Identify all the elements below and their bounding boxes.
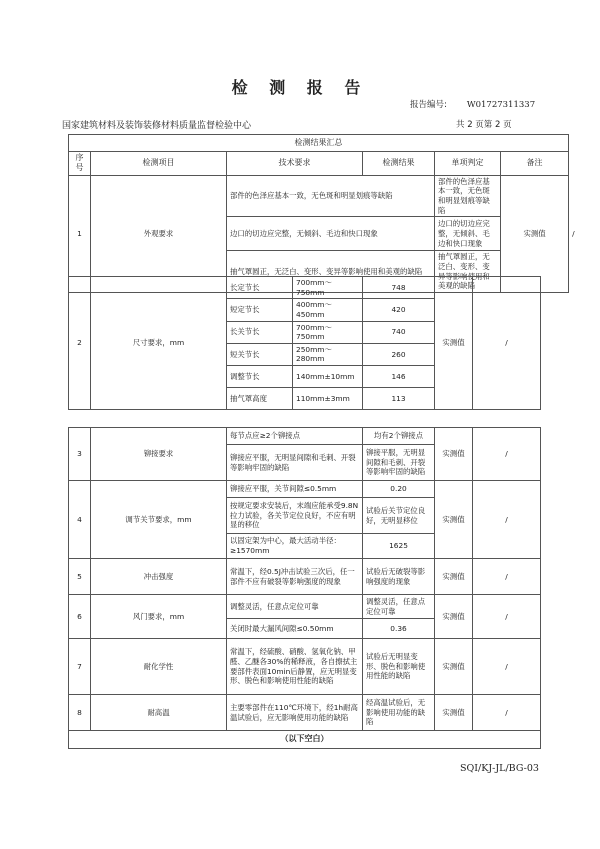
row-note: / <box>473 481 541 559</box>
dim-spec: 700mm～750mm <box>293 277 363 299</box>
results-table <box>68 134 575 293</box>
header-judgement: 单项判定 <box>435 152 501 176</box>
row-result: 经高温试验后，无影响使用功能的缺陷 <box>363 695 435 731</box>
header-note: 备注 <box>501 152 569 176</box>
dim-spec: 700mm～750mm <box>293 321 363 343</box>
header-result: 检测结果 <box>363 152 435 176</box>
row-result: 试验后无明显变形、脱色和影响使用性能的缺陷 <box>363 639 435 695</box>
organization-name: 国家建筑材料及装饰装修材料质量监督检验中心 <box>62 121 252 131</box>
dim-name: 短关节长 <box>227 343 293 365</box>
dim-spec: 400mm～450mm <box>293 299 363 321</box>
row-result: 抽气罩圆正，无泛白、变形、变异等影响使用和美观的缺陷 <box>435 251 501 293</box>
row-no: 2 <box>69 277 91 410</box>
row-note: / <box>473 695 541 731</box>
document-code: SQI/KJ-JL/BG-03 <box>460 763 539 774</box>
row-result: 铆接平服，无明显间隙和毛刺、开裂等影响牢固的缺陷 <box>363 445 435 481</box>
dim-result: 748 <box>363 277 435 299</box>
row-judgement: 实测值 <box>435 277 473 410</box>
dim-name: 长关节长 <box>227 321 293 343</box>
row-requirement: 铆接应平服，关节间隙≤0.5mm <box>227 481 363 498</box>
row-requirement: 抽气罩圆正，无泛白、变形、变异等影响使用和美观的缺陷 <box>227 251 435 293</box>
dim-name: 长定节长 <box>227 277 293 299</box>
table-row <box>69 639 541 695</box>
report-number-label: 报告编号: <box>410 100 447 110</box>
row-item: 冲击强度 <box>91 559 227 595</box>
report-number-value: W01727311337 <box>466 100 536 110</box>
row-result: 1625 <box>363 534 435 559</box>
row-judgement: 实测值 <box>435 595 473 639</box>
results-table-continued <box>68 276 541 410</box>
dim-name: 调整节长 <box>227 366 293 388</box>
row-item: 耐高温 <box>91 695 227 731</box>
end-of-table-text: （以下空白） <box>69 731 541 749</box>
results-table-continued-2 <box>68 427 541 749</box>
row-note: / <box>473 595 541 639</box>
row-item: 外观要求 <box>91 175 227 292</box>
dim-result: 260 <box>363 343 435 365</box>
row-requirement: 关闭时最大漏风间隙≤0.50mm <box>227 619 363 639</box>
row-requirement: 按规定要求安装后，末端应能承受9.8N拉力试验，各关节定位良好，不应有明显的移位 <box>227 498 363 534</box>
table-row <box>69 595 541 619</box>
row-item: 风门要求，mm <box>91 595 227 639</box>
header-no: 序号 <box>69 152 91 176</box>
row-item: 铆接要求 <box>91 428 227 481</box>
dim-spec: 110mm±3mm <box>293 388 363 410</box>
row-no: 6 <box>69 595 91 639</box>
page-count: 共 2 页第 2 页 <box>456 120 512 130</box>
row-result: 0.36 <box>363 619 435 639</box>
row-requirement: 主要零部件在110℃环境下，经1h耐高温试验后，应无影响使用功能的缺陷 <box>227 695 363 731</box>
row-requirement: 部件的色泽应基本一致，无色斑和明显划痕等缺陷 <box>227 175 435 217</box>
row-item: 尺寸要求，mm <box>91 277 227 410</box>
row-note: / <box>473 277 541 410</box>
row-result: 0.20 <box>363 481 435 498</box>
table-row <box>69 559 541 595</box>
dim-name: 抽气罩高度 <box>227 388 293 410</box>
row-note: / <box>473 639 541 695</box>
row-item: 调节关节要求，mm <box>91 481 227 559</box>
dim-result: 740 <box>363 321 435 343</box>
row-no: 5 <box>69 559 91 595</box>
row-result: 均有2个铆接点 <box>363 428 435 445</box>
row-no: 1 <box>69 175 91 292</box>
row-note: / <box>473 428 541 481</box>
table-row <box>69 428 541 445</box>
table-row: 1 外观要求 部件的色泽应基本一致，无色斑和明显划痕等缺陷 部件的色泽应基本一致，无色斑和明显划痕等缺陷 实测值 / <box>69 175 569 217</box>
row-item: 耐化学性 <box>91 639 227 695</box>
row-requirement: 常温下，经硫酸、硝酸、氢氧化钠、甲醛、乙醚各30%的稀释液，各自擦拭主要部件表面10min后静置，应无明显变形、脱色和影响使用性能的缺陷 <box>227 639 363 695</box>
table-caption: 检测结果汇总 <box>69 135 569 152</box>
table-row <box>69 277 541 299</box>
row-judgement: 实测值 <box>435 481 473 559</box>
row-no: 4 <box>69 481 91 559</box>
report-number <box>410 98 535 110</box>
row-result: 试验后关节定位良好，无明显移位 <box>363 498 435 534</box>
header-requirement: 技术要求 <box>227 152 363 176</box>
row-no: 7 <box>69 639 91 695</box>
row-requirement: 调整灵活，任意点定位可靠 <box>227 595 363 619</box>
row-note: / <box>473 559 541 595</box>
row-result: 部件的色泽应基本一致，无色斑和明显划痕等缺陷 <box>435 175 501 217</box>
dim-spec: 250mm～280mm <box>293 343 363 365</box>
row-no: 8 <box>69 695 91 731</box>
dim-result: 146 <box>363 366 435 388</box>
table-row <box>69 695 541 731</box>
row-judgement: 实测值 <box>435 559 473 595</box>
row-result: 边口的切边应完整，无倾斜、毛边和快口现象 <box>435 217 501 251</box>
row-no: 3 <box>69 428 91 481</box>
row-judgement: 实测值 <box>435 695 473 731</box>
row-requirement: 铆接应平服，无明显间隙和毛刺、开裂等影响牢固的缺陷 <box>227 445 363 481</box>
header-item: 检测项目 <box>91 152 227 176</box>
dim-spec: 140mm±10mm <box>293 366 363 388</box>
dim-result: 420 <box>363 299 435 321</box>
row-judgement: 实测值 <box>435 639 473 695</box>
row-judgement: 实测值 <box>501 175 569 292</box>
row-requirement: 常温下，经0.5J冲击试验三次后，任一部件不应有破裂等影响强度的现象 <box>227 559 363 595</box>
row-requirement: 每节点应≥2个铆接点 <box>227 428 363 445</box>
dim-name: 短定节长 <box>227 299 293 321</box>
row-judgement: 实测值 <box>435 428 473 481</box>
row-requirement: 以固定架为中心，最大活动半径：≥1570mm <box>227 534 363 559</box>
row-result: 试验后无破裂等影响强度的现象 <box>363 559 435 595</box>
row-result: 调整灵活，任意点定位可靠 <box>363 595 435 619</box>
report-title: 检 测 报 告 <box>231 78 369 97</box>
table-row <box>69 481 541 498</box>
row-requirement: 边口的切边应完整，无倾斜、毛边和快口现象 <box>227 217 435 251</box>
dim-result: 113 <box>363 388 435 410</box>
